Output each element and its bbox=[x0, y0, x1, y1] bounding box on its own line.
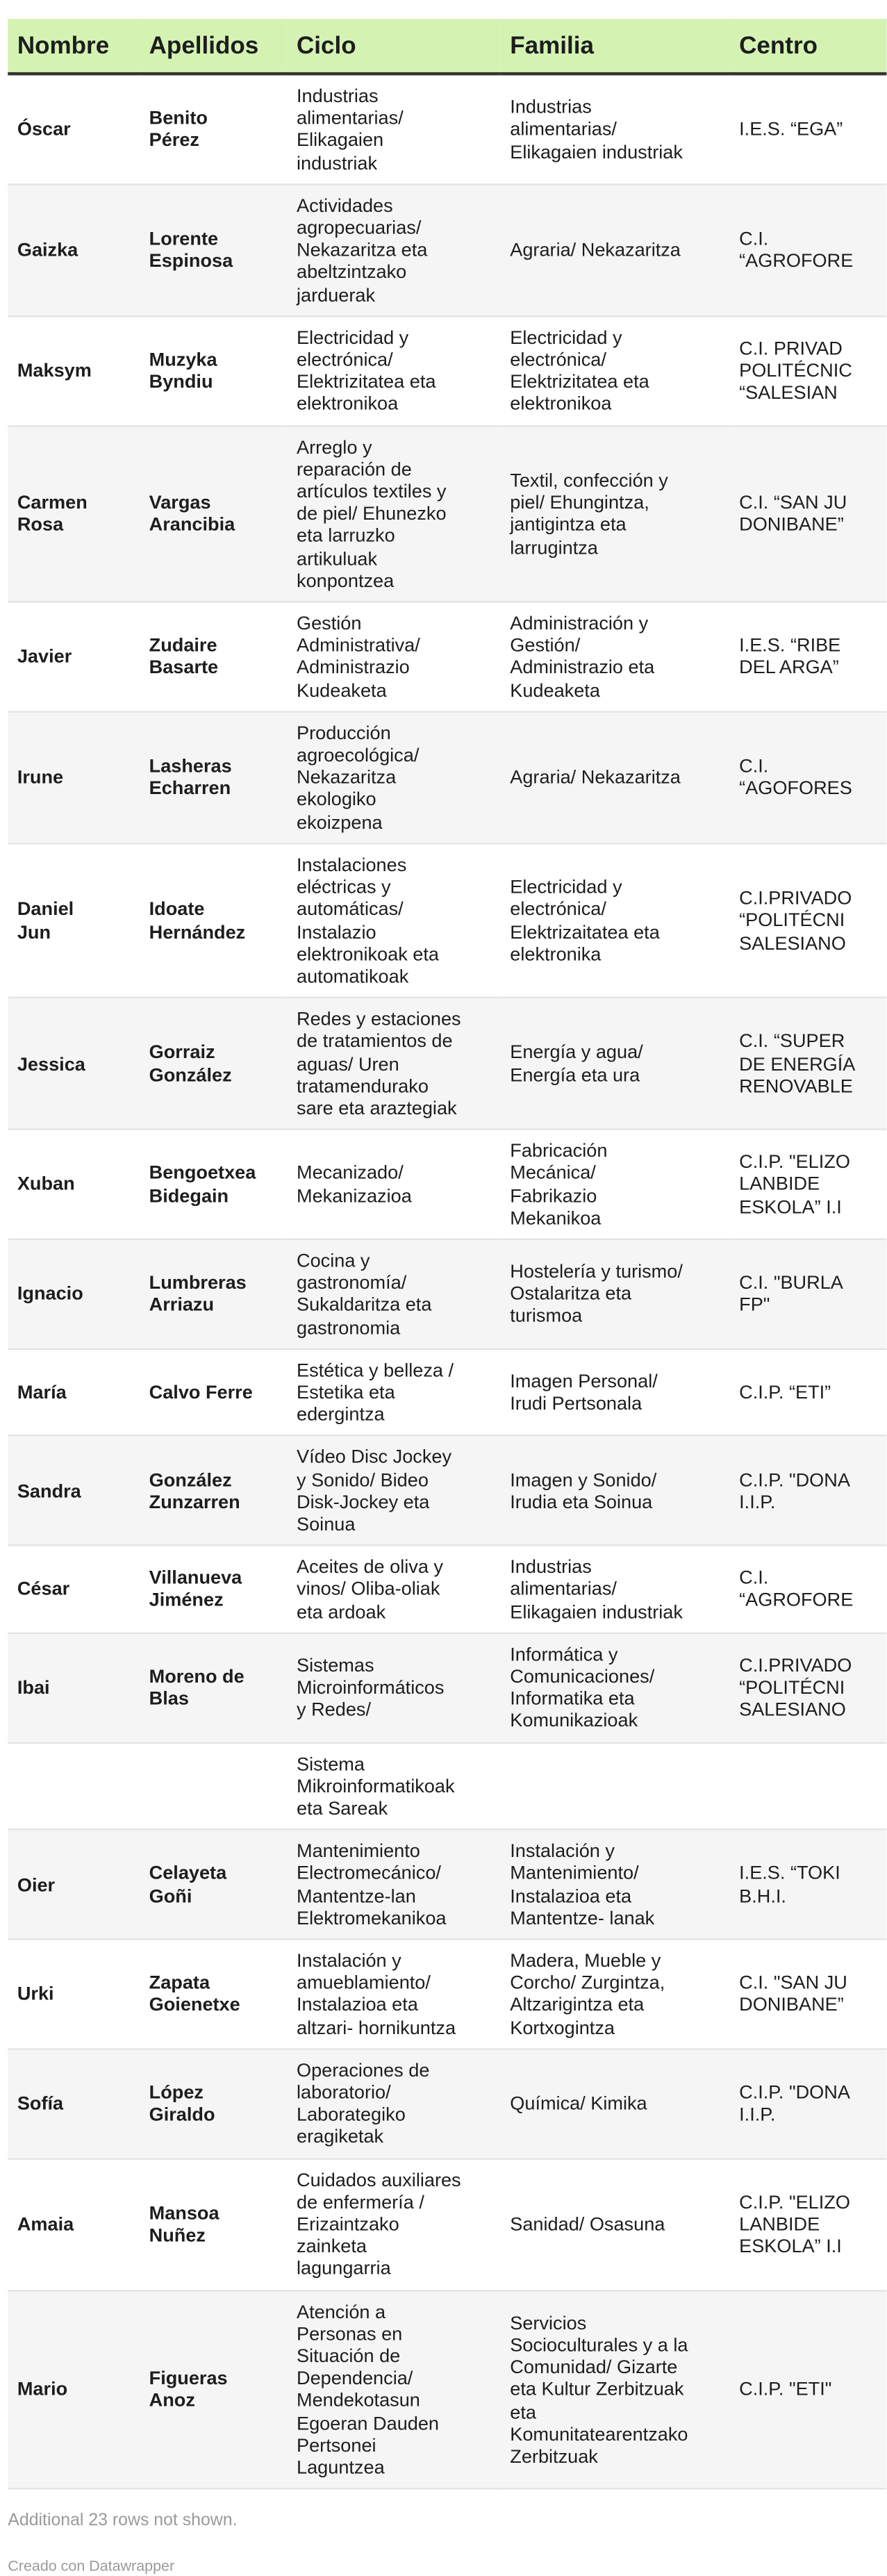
table-row bbox=[8, 316, 886, 426]
cell-apellidos: Zapata Goienetxe bbox=[140, 1939, 287, 2049]
table-row bbox=[8, 998, 886, 1130]
table-row bbox=[8, 74, 886, 184]
cell-ciclo: Electricidad y electrónica/ Elektrizitatea eta elektronikoa bbox=[287, 316, 500, 426]
cell-apellidos: Villanueva Jiménez bbox=[140, 1546, 287, 1633]
cell-nombre: Óscar bbox=[8, 74, 140, 184]
cell-centro: C.I. “SUPER DE ENERGÍA RENOVABLE bbox=[730, 998, 887, 1130]
cell-familia bbox=[501, 1742, 730, 1830]
students-table bbox=[8, 19, 886, 2490]
cell-nombre: Jessica bbox=[8, 998, 140, 1130]
cell-nombre: Maksym bbox=[8, 316, 140, 426]
cell-familia: Instalación y Mantenimiento/ Instalazioa eta Mantentze- lanak bbox=[501, 1830, 730, 1940]
cell-ciclo: Redes y estaciones de tratamientos de aguas/ Uren tratamendurako sare eta araztegiak bbox=[287, 998, 500, 1130]
cell-apellidos: Benito Pérez bbox=[140, 74, 287, 184]
cell-familia: Imagen y Sonido/ Irudia eta Soinua bbox=[501, 1436, 730, 1546]
cell-apellidos: López Giraldo bbox=[140, 2049, 287, 2158]
cell-apellidos: Figueras Anoz bbox=[140, 2290, 287, 2489]
cell-ciclo: Cuidados auxiliares de enfermería / Erizaintzako zainketa lagungarria bbox=[287, 2158, 500, 2290]
cell-centro: C.I.P. "DONA I.I.P. bbox=[730, 2049, 887, 2158]
cell-centro: C.I. "BURLA FP" bbox=[730, 1239, 887, 1349]
cell-centro: C.I. “AGOFORES bbox=[730, 711, 887, 843]
cell-familia: Agraria/ Nekazaritza bbox=[501, 711, 730, 843]
cell-apellidos: González Zunzarren bbox=[140, 1436, 287, 1546]
cell-nombre: Javier bbox=[8, 602, 140, 712]
cell-nombre: Ignacio bbox=[8, 1239, 140, 1349]
cell-apellidos: Gorraiz González bbox=[140, 998, 287, 1130]
cell-familia: Administración y Gestión/ Administrazio eta Kudeaketa bbox=[501, 602, 730, 712]
cell-nombre: César bbox=[8, 1546, 140, 1633]
cell-centro: C.I.P. "ETI" bbox=[730, 2290, 887, 2489]
cell-apellidos: Celayeta Goñi bbox=[140, 1830, 287, 1940]
cell-ciclo: Industrias alimentarias/ Elikagaien industriak bbox=[287, 74, 500, 184]
cell-ciclo: Mantenimiento Electromecánico/ Mantentze-lan Elektromekanikoa bbox=[287, 1830, 500, 1940]
cell-apellidos: Lorente Espinosa bbox=[140, 184, 287, 316]
cell-apellidos: Muzyka Byndiu bbox=[140, 316, 287, 426]
cell-ciclo: Sistema Mikroinformatikoak eta Sareak bbox=[287, 1742, 500, 1830]
cell-familia: Sanidad/ Osasuna bbox=[501, 2158, 730, 2290]
cell-nombre: Gaizka bbox=[8, 184, 140, 316]
table-row bbox=[8, 1348, 886, 1436]
cell-familia: Industrias alimentarias/ Elikagaien industriak bbox=[501, 74, 730, 184]
table-row bbox=[8, 843, 886, 998]
rows-not-shown-note: Additional 23 rows not shown. bbox=[8, 2511, 238, 2531]
table-row bbox=[8, 426, 886, 602]
cell-familia: Textil, confección y piel/ Ehungintza, jantigintza eta larrugintza bbox=[501, 426, 730, 602]
cell-nombre: Ibai bbox=[8, 1633, 140, 1742]
cell-nombre: Sandra bbox=[8, 1436, 140, 1546]
cell-ciclo: Operaciones de laboratorio/ Laborategiko eragiketak bbox=[287, 2049, 500, 2158]
cell-centro: C.I.P. “ETI” bbox=[730, 1348, 887, 1436]
cell-centro: I.E.S. “TOKI B.H.I. bbox=[730, 1830, 887, 1940]
cell-centro: C.I. “SAN JU DONIBANE” bbox=[730, 426, 887, 602]
column-header-familia[interactable]: Familia bbox=[501, 19, 730, 74]
cell-nombre: Urki bbox=[8, 1939, 140, 2049]
cell-centro: C.I.P. "ELIZO LANBIDE ESKOLA” I.I bbox=[730, 2158, 887, 2290]
table-row bbox=[8, 184, 886, 316]
cell-centro bbox=[730, 1742, 887, 1830]
cell-apellidos: Idoate Hernández bbox=[140, 843, 287, 998]
cell-nombre: Xuban bbox=[8, 1130, 140, 1239]
cell-centro: I.E.S. “RIBE DEL ARGA” bbox=[730, 602, 887, 712]
cell-apellidos: Vargas Arancibia bbox=[140, 426, 287, 602]
cell-ciclo: Arreglo y reparación de artículos textiles y de piel/ Ehunezko eta larruzko artikuluak konpontzea bbox=[287, 426, 500, 602]
cell-familia: Informática y Comunicaciones/ Informatika eta Komunikazioak bbox=[501, 1633, 730, 1742]
datawrapper-credit: Creado con Datawrapper bbox=[8, 2559, 175, 2576]
cell-familia: Servicios Socioculturales y a la Comunidad/ Gizarte eta Kultur Zerbitzuak eta Komunitatearentzako Zerbitzuak bbox=[501, 2290, 730, 2489]
table-row bbox=[8, 1130, 886, 1239]
cell-ciclo: Vídeo Disc Jockey y Sonido/ Bideo Disk-Jockey eta Soinua bbox=[287, 1436, 500, 1546]
cell-ciclo: Atención a Personas en Situación de Dependencia/ Mendekotasun Egoeran Dauden Pertsonei Laguntzea bbox=[287, 2290, 500, 2489]
cell-centro: C.I.PRIVADO “POLITÉCNI SALESIANO bbox=[730, 1633, 887, 1742]
cell-familia: Fabricación Mecánica/ Fabrikazio Mekanikoa bbox=[501, 1130, 730, 1239]
cell-centro: C.I. PRIVAD POLITÉCNIC “SALESIAN bbox=[730, 316, 887, 426]
cell-nombre bbox=[8, 1742, 140, 1830]
cell-ciclo: Mecanizado/ Mekanizazioa bbox=[287, 1130, 500, 1239]
cell-ciclo: Sistemas Microinformáticos y Redes/ bbox=[287, 1633, 500, 1742]
cell-familia: Energía y agua/ Energía eta ura bbox=[501, 998, 730, 1130]
cell-ciclo: Aceites de oliva y vinos/ Oliba-oliak eta ardoak bbox=[287, 1546, 500, 1633]
cell-centro: C.I.P. "DONA I.I.P. bbox=[730, 1436, 887, 1546]
table-row bbox=[8, 2049, 886, 2158]
table-row bbox=[8, 1939, 886, 2049]
cell-familia: Hostelería y turismo/ Ostalaritza eta turismoa bbox=[501, 1239, 730, 1349]
table-row bbox=[8, 2158, 886, 2290]
cell-familia: Electricidad y electrónica/ Elektrizaitatea eta elektronika bbox=[501, 843, 730, 998]
cell-centro: C.I.P. "ELIZO LANBIDE ESKOLA” I.I bbox=[730, 1130, 887, 1239]
cell-apellidos: Bengoetxea Bidegain bbox=[140, 1130, 287, 1239]
cell-ciclo: Estética y belleza / Estetika eta edergintza bbox=[287, 1348, 500, 1436]
cell-centro: C.I. "SAN JU DONIBANE” bbox=[730, 1939, 887, 2049]
column-header-apellidos[interactable]: Apellidos bbox=[140, 19, 287, 74]
cell-apellidos: Zudaire Basarte bbox=[140, 602, 287, 712]
cell-familia: Industrias alimentarias/ Elikagaien industriak bbox=[501, 1546, 730, 1633]
cell-ciclo: Cocina y gastronomía/ Sukaldaritza eta gastronomia bbox=[287, 1239, 500, 1349]
cell-nombre: Carmen Rosa bbox=[8, 426, 140, 602]
cell-nombre: María bbox=[8, 1348, 140, 1436]
table-row bbox=[8, 1830, 886, 1940]
column-header-nombre[interactable]: Nombre bbox=[8, 19, 140, 74]
table-body bbox=[8, 74, 886, 2489]
column-header-ciclo[interactable]: Ciclo bbox=[287, 19, 500, 74]
table-row bbox=[8, 2290, 886, 2489]
table-row bbox=[8, 1239, 886, 1349]
cell-familia: Madera, Mueble y Corcho/ Zurgintza, Altzarigintza eta Kortxogintza bbox=[501, 1939, 730, 2049]
cell-apellidos: Lasheras Echarren bbox=[140, 711, 287, 843]
cell-familia: Agraria/ Nekazaritza bbox=[501, 184, 730, 316]
cell-ciclo: Gestión Administrativa/ Administrazio Kudeaketa bbox=[287, 602, 500, 712]
cell-ciclo: Producción agroecológica/ Nekazaritza ekologiko ekoizpena bbox=[287, 711, 500, 843]
cell-nombre: Daniel Jun bbox=[8, 843, 140, 998]
table-row bbox=[8, 1742, 886, 1830]
cell-apellidos bbox=[140, 1742, 287, 1830]
cell-centro: I.E.S. “EGA” bbox=[730, 74, 887, 184]
cell-ciclo: Instalaciones eléctricas y automáticas/ Instalazio elektronikoak eta automatikoak bbox=[287, 843, 500, 998]
cell-apellidos: Calvo Ferre bbox=[140, 1348, 287, 1436]
table-header-row bbox=[8, 19, 886, 74]
cell-ciclo: Actividades agropecuarias/ Nekazaritza eta abeltzintzako jarduerak bbox=[287, 184, 500, 316]
cell-centro: C.I. “AGROFORE bbox=[730, 1546, 887, 1633]
table-row bbox=[8, 1436, 886, 1546]
cell-familia: Imagen Personal/ Irudi Pertsonala bbox=[501, 1348, 730, 1436]
cell-nombre: Irune bbox=[8, 711, 140, 843]
table-row bbox=[8, 711, 886, 843]
cell-ciclo: Instalación y amueblamiento/ Instalazioa eta altzari- hornikuntza bbox=[287, 1939, 500, 2049]
cell-nombre: Amaia bbox=[8, 2158, 140, 2290]
table-row bbox=[8, 602, 886, 712]
cell-apellidos: Moreno de Blas bbox=[140, 1633, 287, 1742]
cell-nombre: Oier bbox=[8, 1830, 140, 1940]
cell-nombre: Sofía bbox=[8, 2049, 140, 2158]
cell-familia: Química/ Kimika bbox=[501, 2049, 730, 2158]
cell-apellidos: Lumbreras Arriazu bbox=[140, 1239, 287, 1349]
cell-nombre: Mario bbox=[8, 2290, 140, 2489]
table-row bbox=[8, 1633, 886, 1742]
cell-apellidos: Mansoa Nuñez bbox=[140, 2158, 287, 2290]
table-row bbox=[8, 1546, 886, 1633]
cell-centro: C.I.PRIVADO “POLITÉCNI SALESIANO bbox=[730, 843, 887, 998]
column-header-centro[interactable]: Centro bbox=[730, 19, 887, 74]
cell-familia: Electricidad y electrónica/ Elektrizitatea eta elektronikoa bbox=[501, 316, 730, 426]
cell-centro: C.I. “AGROFORE bbox=[730, 184, 887, 316]
